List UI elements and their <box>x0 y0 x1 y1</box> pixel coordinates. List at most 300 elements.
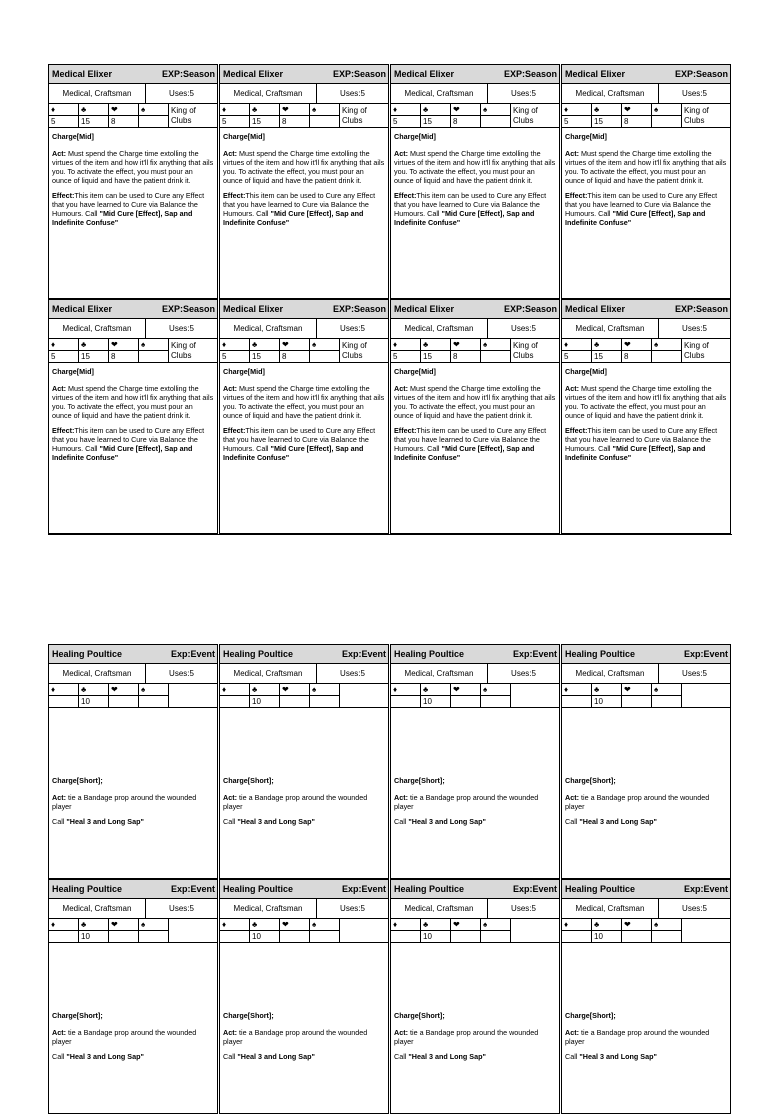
charge-time: Charge[Short]; <box>394 776 445 785</box>
card-skills: Medical, Craftsman <box>49 664 146 683</box>
card-expiry: Exp:Event <box>683 649 728 659</box>
card-skills: Medical, Craftsman <box>49 319 146 338</box>
card-skills: Medical, Craftsman <box>220 664 317 683</box>
card-skills: Medical, Craftsman <box>391 664 488 683</box>
call-text <box>52 1052 214 1061</box>
card-header <box>562 300 730 319</box>
charge-time: Charge[Short]; <box>223 1011 274 1020</box>
act-label: Act: <box>223 384 237 393</box>
suit-cost-table <box>49 684 217 708</box>
spade-icon: ♠ <box>652 919 681 931</box>
card-skills-row <box>562 319 730 339</box>
act-text: Act: tie a Bandage prop around the wounded player <box>52 1028 197 1046</box>
heart-icon: ❤ <box>451 684 480 696</box>
charge-time: Charge[Mid] <box>394 367 436 376</box>
card-title: Medical Elixer <box>223 69 284 79</box>
card-key: King of Clubs <box>171 106 196 125</box>
card-header <box>391 645 559 664</box>
suit-cost-table <box>49 104 217 128</box>
suit-cost-table <box>391 104 559 128</box>
heart-icon: ❤ <box>622 684 651 696</box>
card-expiry: Exp:Event <box>341 884 386 894</box>
act-label: Act: <box>52 793 66 802</box>
call-prefix: Call <box>223 817 238 826</box>
suit-value: 15 <box>423 352 432 361</box>
club-icon: ♣ <box>421 339 450 351</box>
club-icon: ♣ <box>421 104 450 116</box>
card-skills-row <box>562 84 730 104</box>
card-skills-row <box>391 84 559 104</box>
card-title: Healing Poultice <box>565 884 636 894</box>
card-expiry: EXP:Season <box>332 304 386 314</box>
card-body <box>220 708 388 836</box>
suit-value <box>139 116 168 127</box>
card-header <box>391 300 559 319</box>
act-label: Act: <box>394 149 408 158</box>
charge-time: Charge[Short]; <box>394 1011 445 1020</box>
effect-call: "Mid Cure [Effect], Sap and Indefinite Confuse" <box>223 209 364 227</box>
card-body <box>49 708 217 836</box>
card-body <box>562 128 730 237</box>
spade-icon: ♠ <box>139 104 168 116</box>
card-expiry: EXP:Season <box>161 304 215 314</box>
card-title: Healing Poultice <box>394 649 465 659</box>
suit-value <box>139 931 168 942</box>
suit-value <box>562 696 591 707</box>
suit-value <box>481 351 510 362</box>
call-prefix: Call <box>565 817 580 826</box>
card-key: King of Clubs <box>171 341 196 360</box>
card-key <box>511 919 559 942</box>
card-expiry: Exp:Event <box>170 649 215 659</box>
card-expiry: EXP:Season <box>503 69 557 79</box>
spade-icon: ♠ <box>481 684 510 696</box>
card-title: Medical Elixer <box>52 304 113 314</box>
card-header <box>49 645 217 664</box>
effect-text: Effect:This item can be used to Cure any Effect that you have learned to Cure via Balance the Humours. Call "Mid Cure [Effect], Sap and Indefinite Confuse" <box>52 426 205 462</box>
suit-value: 15 <box>252 117 261 126</box>
card-expiry: EXP:Season <box>674 304 728 314</box>
card-body <box>391 708 559 836</box>
spade-icon: ♠ <box>310 104 339 116</box>
club-icon: ♣ <box>592 104 621 116</box>
card-header <box>562 880 730 899</box>
card-skills: Medical, Craftsman <box>220 319 317 338</box>
card-header <box>220 880 388 899</box>
suit-value: 10 <box>252 697 261 706</box>
suit-value <box>391 696 420 707</box>
card-skills: Medical, Craftsman <box>391 319 488 338</box>
effect-label: Effect: <box>52 191 75 200</box>
effect-text: Effect:This item can be used to Cure any Effect that you have learned to Cure via Balance the Humours. Call "Mid Cure [Effect], Sap and Indefinite Confuse" <box>394 426 547 462</box>
card-uses: Uses:5 <box>340 89 365 98</box>
heart-icon: ❤ <box>451 919 480 931</box>
spade-icon: ♠ <box>481 104 510 116</box>
poultice-card <box>390 879 560 1114</box>
diamond-icon: ♦ <box>49 104 78 116</box>
charge-time: Charge[Mid] <box>565 367 607 376</box>
effect-text: Effect:This item can be used to Cure any Effect that you have learned to Cure via Balance the Humours. Call "Mid Cure [Effect], Sap and Indefinite Confuse" <box>223 191 376 227</box>
charge-time: Charge[Short]; <box>52 776 103 785</box>
card-uses: Uses:5 <box>169 904 194 913</box>
call-text <box>223 1052 385 1061</box>
suit-value <box>652 351 681 362</box>
card-header <box>220 65 388 84</box>
suit-cost-table <box>391 919 559 943</box>
card-uses: Uses:5 <box>682 324 707 333</box>
call-text <box>52 817 214 826</box>
card-key: King of Clubs <box>684 341 709 360</box>
card-header <box>220 300 388 319</box>
suit-cost-table <box>391 339 559 363</box>
call-text <box>394 1052 556 1061</box>
card-uses: Uses:5 <box>511 669 536 678</box>
card-uses: Uses:5 <box>340 904 365 913</box>
card-uses: Uses:5 <box>169 669 194 678</box>
heart-icon: ❤ <box>109 919 138 931</box>
card-skills-row <box>220 319 388 339</box>
card-uses: Uses:5 <box>169 324 194 333</box>
suit-value <box>139 351 168 362</box>
heart-icon: ❤ <box>109 339 138 351</box>
suit-value <box>481 116 510 127</box>
act-text: Act: tie a Bandage prop around the wounded player <box>565 1028 710 1046</box>
suit-cost-table <box>391 684 559 708</box>
card-key: King of Clubs <box>513 106 538 125</box>
act-label: Act: <box>394 1028 408 1037</box>
act-text: Act: tie a Bandage prop around the wounded player <box>565 793 710 811</box>
elixir-card <box>561 64 731 299</box>
club-icon: ♣ <box>592 684 621 696</box>
effect-label: Effect: <box>394 426 417 435</box>
card-uses: Uses:5 <box>682 89 707 98</box>
elixir-card <box>219 64 389 299</box>
card-title: Healing Poultice <box>52 649 123 659</box>
card-header <box>49 880 217 899</box>
suit-value <box>562 931 591 942</box>
card-skills-row <box>220 664 388 684</box>
card-header <box>49 300 217 319</box>
card-body <box>391 363 559 472</box>
act-label: Act: <box>394 384 408 393</box>
card-expiry: EXP:Season <box>674 69 728 79</box>
suit-value <box>652 696 681 707</box>
card-skills: Medical, Craftsman <box>220 84 317 103</box>
suit-value <box>652 931 681 942</box>
act-label: Act: <box>52 384 66 393</box>
suit-value: 8 <box>624 117 629 126</box>
card-skills-row <box>220 899 388 919</box>
suit-value: 15 <box>81 117 90 126</box>
card-body <box>562 363 730 472</box>
act-text: Act: Must spend the Charge time extolling the virtues of the item and how it'll fix anything that ails you. To activate the effect, you must pour an ounce of liquid and have the patient drink it. <box>52 384 214 420</box>
call-prefix: Call <box>52 817 67 826</box>
suit-value <box>139 696 168 707</box>
card-title: Medical Elixer <box>52 69 113 79</box>
card-skills: Medical, Craftsman <box>562 319 659 338</box>
suit-value <box>451 931 480 942</box>
heart-icon: ❤ <box>622 104 651 116</box>
card-skills-row <box>391 899 559 919</box>
card-title: Medical Elixer <box>394 69 455 79</box>
card-header <box>562 65 730 84</box>
card-uses: Uses:5 <box>169 89 194 98</box>
poultice-card <box>390 644 560 879</box>
suit-value: 5 <box>222 352 227 361</box>
call-text <box>565 817 727 826</box>
effect-text: Effect:This item can be used to Cure any Effect that you have learned to Cure via Balance the Humours. Call "Mid Cure [Effect], Sap and Indefinite Confuse" <box>394 191 547 227</box>
effect-label: Effect: <box>565 426 588 435</box>
card-skills-row <box>49 319 217 339</box>
card-body <box>562 943 730 1071</box>
spade-icon: ♠ <box>652 339 681 351</box>
heart-icon: ❤ <box>280 684 309 696</box>
poultice-card <box>219 644 389 879</box>
call-value: "Heal 3 and Long Sap" <box>408 817 486 826</box>
suit-value: 5 <box>51 352 56 361</box>
suit-value <box>481 931 510 942</box>
card-uses: Uses:5 <box>340 669 365 678</box>
club-icon: ♣ <box>79 919 108 931</box>
club-icon: ♣ <box>79 339 108 351</box>
call-value: "Heal 3 and Long Sap" <box>66 1052 144 1061</box>
call-value: "Heal 3 and Long Sap" <box>66 817 144 826</box>
act-text: Act: Must spend the Charge time extolling the virtues of the item and how it'll fix anything that ails you. To activate the effect, you must pour an ounce of liquid and have the patient drink it. <box>565 149 727 185</box>
card-title: Healing Poultice <box>394 884 465 894</box>
charge-time: Charge[Short]; <box>52 1011 103 1020</box>
spade-icon: ♠ <box>310 919 339 931</box>
suit-value <box>220 931 249 942</box>
act-text: Act: tie a Bandage prop around the wounded player <box>223 793 368 811</box>
card-skills: Medical, Craftsman <box>391 899 488 918</box>
card-skills-row <box>562 899 730 919</box>
diamond-icon: ♦ <box>49 919 78 931</box>
card-expiry: Exp:Event <box>512 884 557 894</box>
card-skills: Medical, Craftsman <box>49 84 146 103</box>
charge-time: Charge[Mid] <box>565 132 607 141</box>
suit-cost-table <box>49 919 217 943</box>
call-value: "Heal 3 and Long Sap" <box>408 1052 486 1061</box>
card-skills: Medical, Craftsman <box>391 84 488 103</box>
suit-value <box>280 931 309 942</box>
card-expiry: Exp:Event <box>341 649 386 659</box>
club-icon: ♣ <box>250 684 279 696</box>
suit-value <box>451 696 480 707</box>
effect-label: Effect: <box>565 191 588 200</box>
charge-time: Charge[Mid] <box>52 367 94 376</box>
heart-icon: ❤ <box>451 104 480 116</box>
poultice-card <box>219 879 389 1114</box>
effect-call: "Mid Cure [Effect], Sap and Indefinite Confuse" <box>565 209 706 227</box>
suit-cost-table <box>562 104 730 128</box>
card-header <box>562 645 730 664</box>
club-icon: ♣ <box>421 684 450 696</box>
card-body <box>49 128 217 237</box>
suit-value: 10 <box>252 932 261 941</box>
club-icon: ♣ <box>421 919 450 931</box>
poultice-card-grid <box>48 644 732 1114</box>
card-key <box>511 684 559 707</box>
suit-value <box>652 116 681 127</box>
card-header <box>391 880 559 899</box>
poultice-card <box>48 644 218 879</box>
card-header <box>49 65 217 84</box>
call-prefix: Call <box>52 1052 67 1061</box>
act-label: Act: <box>394 793 408 802</box>
diamond-icon: ♦ <box>562 104 591 116</box>
call-value: "Heal 3 and Long Sap" <box>579 817 657 826</box>
card-skills: Medical, Craftsman <box>562 664 659 683</box>
diamond-icon: ♦ <box>391 919 420 931</box>
act-text: Act: Must spend the Charge time extolling the virtues of the item and how it'll fix anything that ails you. To activate the effect, you must pour an ounce of liquid and have the patient drink it. <box>223 384 385 420</box>
card-body <box>49 943 217 1071</box>
diamond-icon: ♦ <box>562 684 591 696</box>
act-label: Act: <box>223 793 237 802</box>
card-uses: Uses:5 <box>682 904 707 913</box>
elixir-card-sheet <box>48 64 732 534</box>
suit-value: 8 <box>282 117 287 126</box>
act-text: Act: tie a Bandage prop around the wounded player <box>394 793 539 811</box>
effect-call: "Mid Cure [Effect], Sap and Indefinite Confuse" <box>394 444 535 462</box>
suit-value <box>310 696 339 707</box>
heart-icon: ❤ <box>280 104 309 116</box>
card-skills-row <box>49 84 217 104</box>
effect-text: Effect:This item can be used to Cure any Effect that you have learned to Cure via Balance the Humours. Call "Mid Cure [Effect], Sap and Indefinite Confuse" <box>52 191 205 227</box>
charge-time: Charge[Short]; <box>223 776 274 785</box>
act-text: Act: Must spend the Charge time extolling the virtues of the item and how it'll fix anything that ails you. To activate the effect, you must pour an ounce of liquid and have the patient drink it. <box>223 149 385 185</box>
suit-value: 8 <box>453 352 458 361</box>
suit-value: 8 <box>111 117 116 126</box>
act-label: Act: <box>565 384 579 393</box>
suit-value: 8 <box>624 352 629 361</box>
card-body <box>562 708 730 836</box>
suit-cost-table <box>220 104 388 128</box>
card-skills: Medical, Craftsman <box>49 899 146 918</box>
charge-time: Charge[Short]; <box>565 776 616 785</box>
card-title: Healing Poultice <box>223 884 294 894</box>
effect-text: Effect:This item can be used to Cure any Effect that you have learned to Cure via Balance the Humours. Call "Mid Cure [Effect], Sap and Indefinite Confuse" <box>223 426 376 462</box>
card-skills-row <box>49 899 217 919</box>
card-skills-row <box>220 84 388 104</box>
diamond-icon: ♦ <box>220 919 249 931</box>
act-label: Act: <box>223 149 237 158</box>
diamond-icon: ♦ <box>220 684 249 696</box>
act-label: Act: <box>52 1028 66 1037</box>
spade-icon: ♠ <box>652 104 681 116</box>
suit-value: 8 <box>111 352 116 361</box>
spade-icon: ♠ <box>310 684 339 696</box>
suit-value: 15 <box>594 352 603 361</box>
card-uses: Uses:5 <box>340 324 365 333</box>
heart-icon: ❤ <box>280 919 309 931</box>
card-key <box>682 919 730 942</box>
poultice-card <box>561 879 731 1114</box>
diamond-icon: ♦ <box>391 104 420 116</box>
act-text: Act: Must spend the Charge time extolling the virtues of the item and how it'll fix anything that ails you. To activate the effect, you must pour an ounce of liquid and have the patient drink it. <box>565 384 727 420</box>
suit-value: 10 <box>423 932 432 941</box>
act-label: Act: <box>565 793 579 802</box>
spade-icon: ♠ <box>139 919 168 931</box>
elixir-card <box>561 299 731 534</box>
effect-call: "Mid Cure [Effect], Sap and Indefinite Confuse" <box>52 444 193 462</box>
suit-cost-table <box>562 339 730 363</box>
card-title: Medical Elixer <box>394 304 455 314</box>
heart-icon: ❤ <box>451 339 480 351</box>
diamond-icon: ♦ <box>562 339 591 351</box>
spade-icon: ♠ <box>139 339 168 351</box>
effect-label: Effect: <box>223 191 246 200</box>
suit-cost-table <box>49 339 217 363</box>
spade-icon: ♠ <box>139 684 168 696</box>
club-icon: ♣ <box>250 104 279 116</box>
card-uses: Uses:5 <box>682 669 707 678</box>
suit-value <box>280 696 309 707</box>
card-skills-row <box>49 664 217 684</box>
suit-value <box>49 931 78 942</box>
suit-value: 15 <box>423 117 432 126</box>
diamond-icon: ♦ <box>391 339 420 351</box>
card-title: Medical Elixer <box>223 304 284 314</box>
suit-value: 15 <box>252 352 261 361</box>
card-skills-row <box>562 664 730 684</box>
call-prefix: Call <box>394 817 409 826</box>
card-skills: Medical, Craftsman <box>562 84 659 103</box>
card-expiry: Exp:Event <box>683 884 728 894</box>
charge-time: Charge[Mid] <box>223 367 265 376</box>
card-skills-row <box>391 319 559 339</box>
call-prefix: Call <box>394 1052 409 1061</box>
elixir-card <box>390 64 560 299</box>
card-title: Healing Poultice <box>52 884 123 894</box>
suit-cost-table <box>220 919 388 943</box>
act-label: Act: <box>223 1028 237 1037</box>
card-key: King of Clubs <box>513 341 538 360</box>
card-header <box>391 65 559 84</box>
card-skills: Medical, Craftsman <box>562 899 659 918</box>
suit-value <box>310 351 339 362</box>
elixir-card <box>390 299 560 534</box>
heart-icon: ❤ <box>109 104 138 116</box>
club-icon: ♣ <box>79 104 108 116</box>
suit-value: 15 <box>81 352 90 361</box>
suit-value <box>49 696 78 707</box>
card-key: King of Clubs <box>684 106 709 125</box>
suit-value: 10 <box>81 697 90 706</box>
suit-value: 10 <box>594 932 603 941</box>
elixir-card-grid <box>48 64 732 534</box>
suit-cost-table <box>220 684 388 708</box>
diamond-icon: ♦ <box>220 104 249 116</box>
effect-call: "Mid Cure [Effect], Sap and Indefinite Confuse" <box>394 209 535 227</box>
card-body <box>391 128 559 237</box>
card-body <box>220 128 388 237</box>
act-text: Act: tie a Bandage prop around the wounded player <box>223 1028 368 1046</box>
spade-icon: ♠ <box>481 919 510 931</box>
suit-value: 15 <box>594 117 603 126</box>
heart-icon: ❤ <box>622 339 651 351</box>
call-value: "Heal 3 and Long Sap" <box>237 1052 315 1061</box>
card-title: Healing Poultice <box>223 649 294 659</box>
suit-value <box>391 931 420 942</box>
spade-icon: ♠ <box>652 684 681 696</box>
effect-text: Effect:This item can be used to Cure any Effect that you have learned to Cure via Balance the Humours. Call "Mid Cure [Effect], Sap and Indefinite Confuse" <box>565 426 718 462</box>
suit-value: 10 <box>594 697 603 706</box>
act-text: Act: tie a Bandage prop around the wounded player <box>394 1028 539 1046</box>
suit-cost-table <box>562 684 730 708</box>
heart-icon: ❤ <box>280 339 309 351</box>
card-expiry: Exp:Event <box>512 649 557 659</box>
suit-value <box>220 696 249 707</box>
